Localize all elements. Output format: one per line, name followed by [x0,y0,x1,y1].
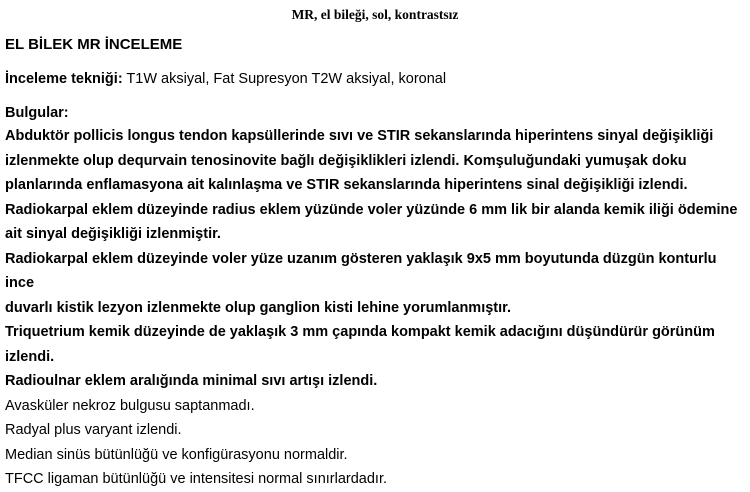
findings-list [5,124,745,492]
finding-line: Radyal plus varyant izlendi. [5,422,182,438]
finding-line: izlendi. [5,348,55,365]
finding-line: Triquetrium kemik düzeyinde de yaklaşık 3 mm çapında kompakt kemik adacığını düşündürür görünüm [5,324,715,340]
finding-line: TFCC ligaman bütünlüğü ve intensitesi normal sınırlardadır. [5,471,388,487]
report-title: EL BİLEK MR İNCELEME [5,36,183,53]
technique-line [5,69,745,89]
findings-heading: Bulgular: [5,105,69,121]
finding-line: duvarlı kistik lezyon izlenmekte olup ganglion kisti lehine yorumlanmıştır. [5,299,512,316]
report-body [5,35,745,492]
finding-line: Radiokarpal eklem düzeyinde voler yüze uzanım gösteren yaklaşık 9x5 mm boyutunda düzgün konturlu ince [5,250,717,291]
technique-label: İnceleme tekniği: [5,71,123,87]
finding-line: Avasküler nekroz bulgusu saptanmadı. [5,397,255,414]
technique-value: T1W aksiyal, Fat Supresyon T2W aksiyal, koronal [122,71,447,87]
finding-line: ait sinyal değişikliği izlenmiştir. [5,226,221,242]
finding-line: izlenmekte olup dequrvain tenosinovite bağlı değişiklikleri izlendi. Komşuluğundaki yumuşak doku [5,152,687,169]
finding-line: Radiokarpal eklem düzeyinde radius eklem yüzünde voler yüzünde 6 mm lik bir alanda kemik iliği ödemine [5,201,738,218]
finding-line: Abduktör pollicis longus tendon kapsüllerinde sıvı ve STIR sekanslarında hiperintens sinyal değişikliği [5,128,714,144]
finding-line: planlarında enflamasyona ait kalınlaşma ve STIR sekanslarında hiperintens sinal değişikliği izlendi. [5,177,688,193]
document-header: MR, el bileği, sol, kontrastsız [291,7,459,22]
finding-line: Median sinüs bütünlüğü ve konfigürasyonu normaldir. [5,446,348,463]
finding-line: Radioulnar eklem aralığında minimal sıvı artışı izlendi. [5,373,378,389]
